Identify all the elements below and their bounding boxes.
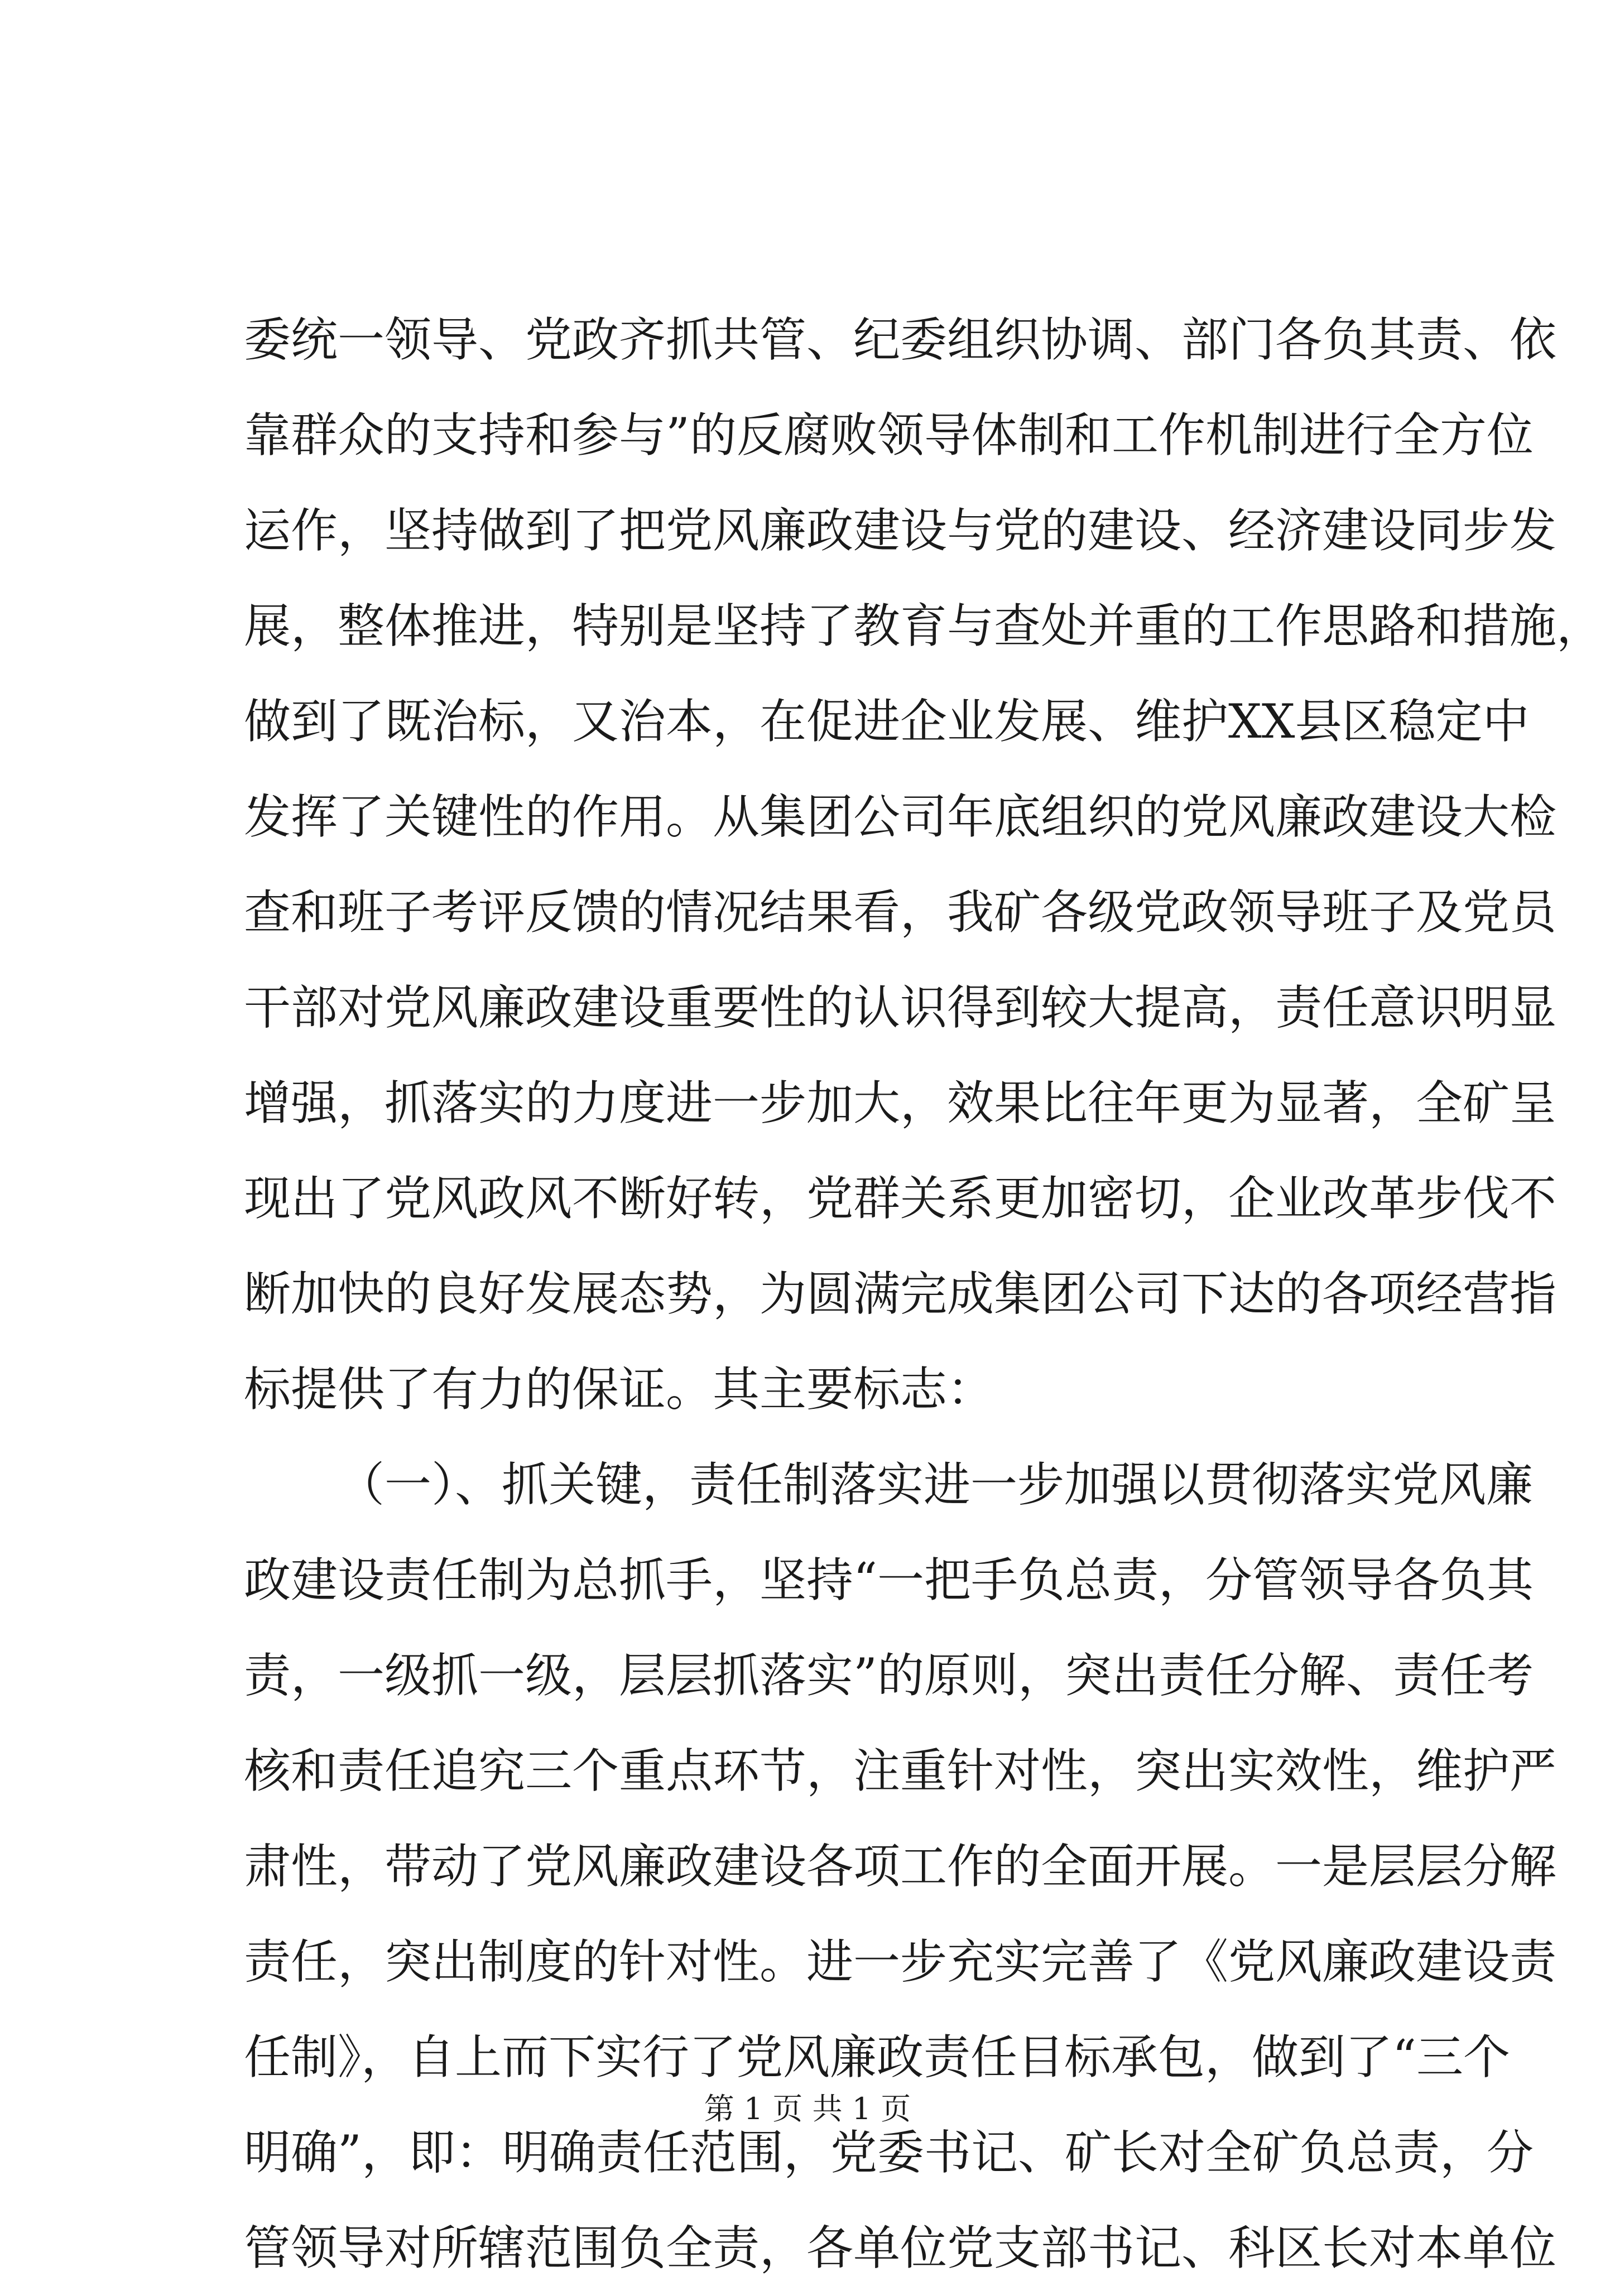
text-line: 展，整体推进，特别是坚持了教育与查处并重的工作思路和措施， xyxy=(244,599,1604,653)
text-line: 运作，坚持做到了把党风廉政建设与党的建设、经济建设同步发 xyxy=(244,503,1557,558)
text-line: 责，一级抓一级，层层抓落实”的原则，突出责任分解、责任考 xyxy=(244,1648,1534,1703)
text-line: 标提供了有力的保证。其主要标志： xyxy=(244,1362,994,1417)
text-line: 干部对党风廉政建设重要性的认识得到较大提高，责任意识明显 xyxy=(244,980,1557,1035)
text-line-indented: （一）、抓关键，责任制落实进一步加强以贯彻落实党风廉 xyxy=(338,1457,1534,1512)
text-line: 发挥了关键性的作用。从集团公司年底组织的党风廉政建设大检 xyxy=(244,790,1557,844)
page-number-label: 第 1 页 共 1 页 xyxy=(704,2091,911,2126)
text-line: 做到了既治标，又治本，在促进企业发展、维护XX县区稳定中 xyxy=(244,694,1530,749)
text-line: 核和责任追究三个重点环节，注重针对性，突出实效性，维护严 xyxy=(244,1744,1557,1798)
text-line: 增强，抓落实的力度进一步加大，效果比往年更为显著，全矿呈 xyxy=(244,1076,1557,1130)
text-line: 现出了党风政风不断好转，党群关系更加密切，企业改革步伐不 xyxy=(244,1171,1557,1226)
text-line: 靠群众的支持和参与”的反腐败领导体制和工作机制进行全方位 xyxy=(244,408,1534,463)
text-line: 政建设责任制为总抓手，坚持“一把手负总责，分管领导各负其 xyxy=(244,1553,1534,1607)
text-line: 肃性，带动了党风廉政建设各项工作的全面开展。一是层层分解 xyxy=(244,1839,1557,1894)
text-line: 管领导对所辖范围负全责，各单位党支部书记、科区长对本单位 xyxy=(244,2221,1557,2275)
text-line: 断加快的良好发展态势，为圆满完成集团公司下达的各项经营指 xyxy=(244,1267,1557,1321)
text-line: 责任，突出制度的针对性。进一步充实完善了《党风廉政建设责 xyxy=(244,1934,1557,1989)
text-line: 委统一领导、党政齐抓共管、纪委组织协调、部门各负其责、依 xyxy=(244,312,1557,367)
body-text xyxy=(244,292,1604,2296)
page-footer xyxy=(0,2087,1615,2131)
text-line: 任制》，自上而下实行了党风廉政责任目标承包，做到了“三个 xyxy=(244,2030,1510,2085)
text-line: 明确”，即：明确责任范围，党委书记、矿长对全矿负总责，分 xyxy=(244,2125,1534,2180)
text-line: 查和班子考评反馈的情况结果看，我矿各级党政领导班子及党员 xyxy=(244,885,1557,940)
